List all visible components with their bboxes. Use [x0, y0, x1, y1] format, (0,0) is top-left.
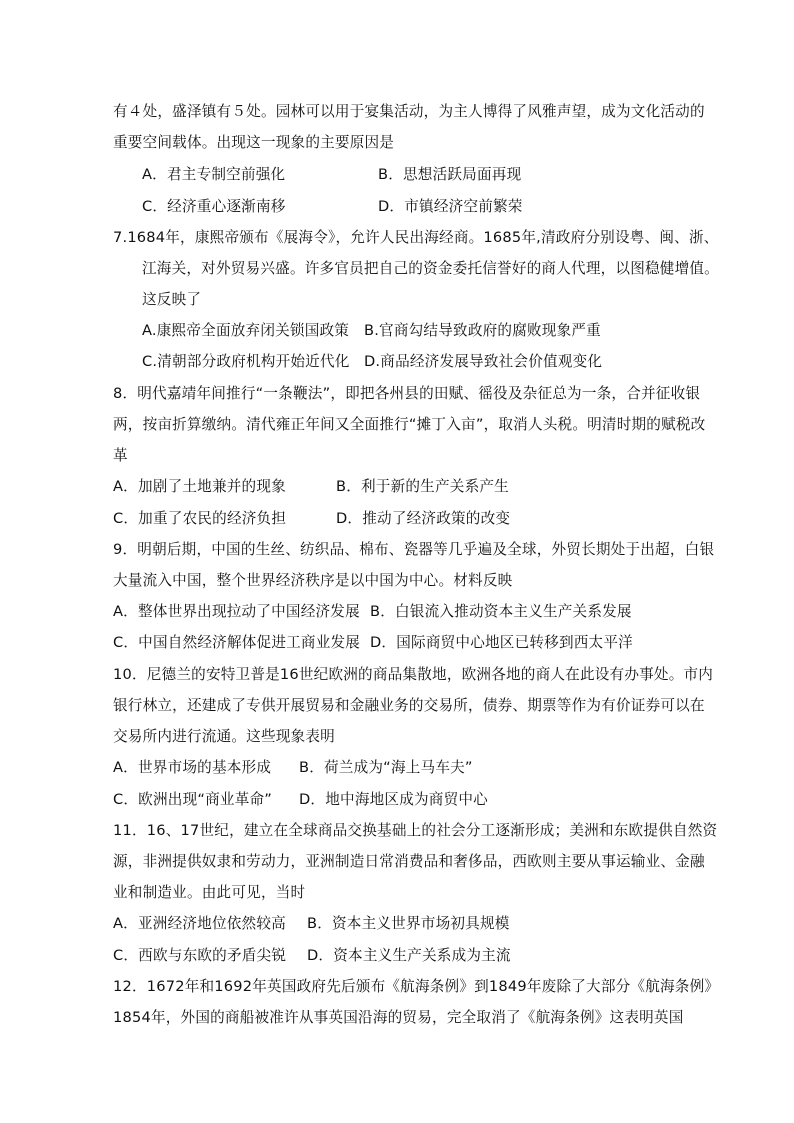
q7-option-a: A.康熙帝全面放弃闭关锁国政策	[142, 322, 350, 339]
q8-stem-line-3: 革	[113, 447, 128, 464]
q8-stem-line-2: 两，按亩折算缴纳。清代雍正年间又全面推行“摊丁入亩”，取消人头税。明清时期的赋税改	[113, 416, 706, 433]
q9-option-a: A．整体世界出现拉动了中国经济发展	[113, 603, 360, 620]
q9-option-b: B．白银流入推动资本主义生产关系发展	[370, 603, 632, 620]
q9-option-d: D．国际商贸中心地区已转移到西太平洋	[370, 634, 633, 651]
q10-option-a: A．世界市场的基本形成	[113, 759, 272, 776]
q7-option-b: B.官商勾结导致政府的腐败现象严重	[364, 322, 601, 339]
q7-option-c: C.清朝部分政府机构开始近代化	[142, 353, 350, 370]
q12-stem-line-2: 1854年，外国的商船被准许从事英国沿海的贸易，完全取消了《航海条例》这表明英国	[113, 1009, 684, 1026]
q6-option-b: B．思想活跃局面再现	[378, 166, 522, 183]
q11-option-b: B．资本主义世界市场初具规模	[307, 915, 510, 932]
q8-option-c: C．加重了农民的经济负担	[113, 510, 287, 527]
q11-option-a: A．亚洲经济地位依然较高	[113, 915, 286, 932]
q7-stem-line-1: 7.1684年，康熙帝颁布《展海令》，允许人民出海经商。1685年,清政府分别设粤、闽、浙、	[113, 229, 719, 246]
q10-option-c: C．欧洲出现“商业革命”	[113, 791, 273, 808]
q7-option-d: D.商品经济发展导致社会价值观变化	[364, 353, 603, 370]
q7-stem-line-2: 江海关，对外贸易兴盛。许多官员把自己的资金委托信誉好的商人代理，以图稳健增值。	[142, 260, 719, 277]
q6-stem-line-2: 重要空间载体。出现这一现象的主要原因是	[113, 134, 395, 151]
q9-stem-line-1: 9．明朝后期，中国的生丝、纺织品、棉布、瓷器等几乎遍及全球，外贸长期处于出超，白银	[113, 541, 715, 558]
q12-stem-line-1: 12．1672年和1692年英国政府先后颁布《航海条例》到1849年废除了大部分《航海条例》	[113, 978, 720, 995]
q9-stem-line-2: 大量流入中国，整个世界经济秩序是以中国为中心。材料反映	[113, 572, 513, 589]
q11-stem-line-1: 11．16、17世纪，建立在全球商品交换基础上的社会分工逐渐形成；美洲和东欧提供自然资	[113, 822, 718, 839]
q10-stem-line-1: 10．尼德兰的安特卫普是16世纪欧洲的商品集散地，欧洲各地的商人在此设有办事处。市内	[113, 666, 714, 683]
q11-stem-line-3: 业和制造业。由此可见，当时	[113, 884, 306, 901]
q10-stem-line-3: 交易所内进行流通。这些现象表明	[113, 728, 335, 745]
q11-stem-line-2: 源，非洲提供奴隶和劳动力，亚洲制造日常消费品和奢侈品，西欧则主要从事运输业、金融	[113, 853, 705, 870]
q9-option-c: C．中国自然经济解体促进工商业发展	[113, 634, 361, 651]
q11-option-d: D．资本主义生产关系成为主流	[307, 947, 511, 964]
q10-option-b: B．荷兰成为“海上马车夫”	[299, 759, 473, 776]
q8-option-b: B．利于新的生产关系产生	[336, 478, 509, 495]
q6-stem-line-1: 有４处，盛泽镇有５处。园林可以用于宴集活动，为主人博得了风雅声望，成为文化活动的	[113, 103, 705, 120]
q6-option-a: A．君主专制空前强化	[142, 166, 286, 183]
q10-option-d: D．地中海地区成为商贸中心	[299, 791, 488, 808]
q6-option-d: D．市镇经济空前繁荣	[378, 198, 523, 215]
q7-stem-line-3: 这反映了	[142, 291, 202, 308]
q11-option-c: C．西欧与东欧的矛盾尖锐	[113, 947, 287, 964]
q10-stem-line-2: 银行林立，还建成了专供开展贸易和金融业务的交易所，债券、期票等作为有价证券可以在	[113, 697, 705, 714]
q8-option-d: D．推动了经济政策的改变	[336, 510, 511, 527]
q6-option-c: C．经济重心逐渐南移	[142, 198, 286, 215]
q8-option-a: A．加剧了土地兼并的现象	[113, 478, 286, 495]
q8-stem-line-1: 8．明代嘉靖年间推行“一条鞭法”，即把各州县的田赋、徭役及杂征总为一条，合并征收银	[113, 385, 701, 402]
